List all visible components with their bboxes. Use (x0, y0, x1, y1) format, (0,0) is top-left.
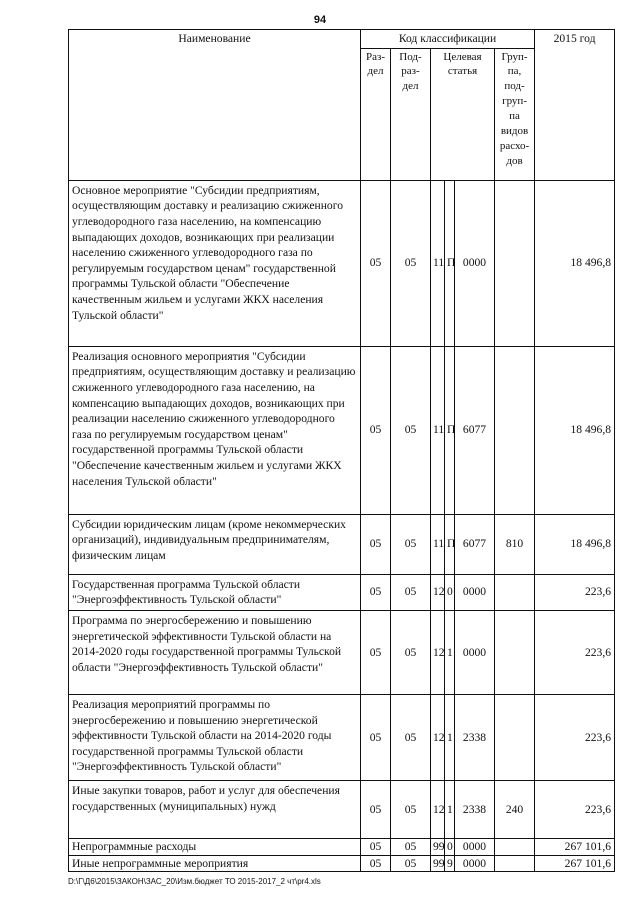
row-target-article-program: 11 (431, 346, 445, 514)
row-section: 05 (361, 514, 391, 574)
row-target-article-program: 12 (431, 574, 445, 610)
row-name: Государственная программа Тульской области "Энергоэффективность Тульской области" (69, 574, 361, 610)
row-target-article-subprogram: 0 (445, 574, 455, 610)
budget-table (68, 29, 615, 872)
row-name: Иные непрограммные мероприятия (69, 855, 361, 872)
row-target-article-program: 11 (431, 180, 445, 346)
row-section: 05 (361, 180, 391, 346)
row-target-article-subprogram: П (445, 514, 455, 574)
row-target-article-program: 99 (431, 838, 445, 855)
header-section: Раз- дел (361, 48, 391, 180)
header-group: Груп- па, под- груп- па видов расхо- дов (495, 48, 535, 180)
row-subsection: 05 (391, 610, 431, 694)
row-target-article-direction: 6077 (455, 346, 495, 514)
row-amount: 223,6 (535, 694, 615, 780)
row-target-article-subprogram: 1 (445, 780, 455, 838)
row-subsection: 05 (391, 838, 431, 855)
row-section: 05 (361, 574, 391, 610)
row-target-article-direction: 0000 (455, 180, 495, 346)
row-target-article-direction: 6077 (455, 514, 495, 574)
row-subsection: 05 (391, 346, 431, 514)
row-expense-type (495, 610, 535, 694)
row-subsection: 05 (391, 694, 431, 780)
row-expense-type (495, 838, 535, 855)
row-subsection: 05 (391, 574, 431, 610)
row-amount: 267 101,6 (535, 838, 615, 855)
row-subsection: 05 (391, 180, 431, 346)
row-amount: 18 496,8 (535, 346, 615, 514)
row-amount: 18 496,8 (535, 180, 615, 346)
row-name: Непрограммные расходы (69, 838, 361, 855)
row-target-article-program: 99 (431, 855, 445, 872)
row-expense-type (495, 346, 535, 514)
header-name: Наименование (69, 30, 361, 181)
row-target-article-subprogram: П (445, 180, 455, 346)
row-amount: 18 496,8 (535, 514, 615, 574)
row-target-article-subprogram: 0 (445, 838, 455, 855)
row-target-article-subprogram: 1 (445, 694, 455, 780)
row-expense-type (495, 855, 535, 872)
row-expense-type (495, 574, 535, 610)
row-name: Реализация мероприятий программы по энергосбережению и повышению энергетической эффективности Тульской области на 2014-2020 годы государственной программы Тульской области "Энергоэффективность Тульской области" (69, 694, 361, 780)
row-target-article-subprogram: 9 (445, 855, 455, 872)
table-row (69, 694, 615, 780)
table-row (69, 780, 615, 838)
row-subsection: 05 (391, 855, 431, 872)
row-subsection: 05 (391, 514, 431, 574)
table-row (69, 610, 615, 694)
row-section: 05 (361, 855, 391, 872)
row-name: Реализация основного мероприятия "Субсидии предприятиям, осуществляющим доставку и реализацию сжиженного углеводородного газа населению, на компенсацию выпадающих доходов, возникающих при реализации населению сжиженного углеводородного газа по регулируемым государством ценам" государственной программы Тульской области "Обеспечение качественным жильем и услугами ЖКХ населения Тульской области" (69, 346, 361, 514)
row-section: 05 (361, 780, 391, 838)
row-target-article-program: 12 (431, 694, 445, 780)
row-section: 05 (361, 838, 391, 855)
row-target-article-program: 11 (431, 514, 445, 574)
page-number: 94 (313, 14, 327, 26)
row-target-article-subprogram: 1 (445, 610, 455, 694)
table-row (69, 855, 615, 872)
row-target-article-direction: 0000 (455, 574, 495, 610)
row-target-article-program: 12 (431, 610, 445, 694)
row-name: Субсидии юридическим лицам (кроме некоммерческих организаций), индивидуальным предпринимателям, физическим лицам (69, 514, 361, 574)
row-name: Иные закупки товаров, работ и услуг для обеспечения государственных (муниципальных) нужд (69, 780, 361, 838)
header-year: 2015 год (535, 30, 615, 181)
row-name: Основное мероприятие "Субсидии предприятиям, осуществляющим доставку и реализацию сжиженного углеводородного газа населению, на компенсацию выпадающих доходов, возникающих при реализации населению сжиженного углеводородного газа по регулируемым государством ценам" государственной программы Тульской области "Обеспечение качественным жильем и услугами ЖКХ населения Тульской области" (69, 180, 361, 346)
row-amount: 223,6 (535, 574, 615, 610)
row-section: 05 (361, 694, 391, 780)
row-name: Программа по энергосбережению и повышению энергетической эффективности Тульской области на 2014-2020 годы государственной программы Тульской области "Энергоэффективность Тульской области" (69, 610, 361, 694)
row-target-article-direction: 2338 (455, 780, 495, 838)
row-amount: 223,6 (535, 780, 615, 838)
table-row (69, 180, 615, 346)
table-row (69, 346, 615, 514)
row-expense-type (495, 180, 535, 346)
table-row (69, 838, 615, 855)
table-row (69, 574, 615, 610)
row-amount: 267 101,6 (535, 855, 615, 872)
row-amount: 223,6 (535, 610, 615, 694)
row-section: 05 (361, 346, 391, 514)
row-target-article-direction: 0000 (455, 855, 495, 872)
row-target-article-subprogram: П (445, 346, 455, 514)
table-row (69, 514, 615, 574)
row-expense-type (495, 694, 535, 780)
footer-file-path: D:\Г\Д6\2015\ЗАКОН\ЗАС_20\Изм.бюджет ТО 2015-2017_2 чт\pr4.xls (68, 877, 321, 886)
row-section: 05 (361, 610, 391, 694)
row-target-article-direction: 0000 (455, 838, 495, 855)
header-subsection: Под- раз- дел (391, 48, 431, 180)
row-expense-type: 240 (495, 780, 535, 838)
row-target-article-direction: 2338 (455, 694, 495, 780)
row-subsection: 05 (391, 780, 431, 838)
row-target-article-program: 12 (431, 780, 445, 838)
header-target-article: Целевая статья (431, 48, 495, 180)
row-expense-type: 810 (495, 514, 535, 574)
header-classification: Код классификации (361, 30, 535, 49)
row-target-article-direction: 0000 (455, 610, 495, 694)
